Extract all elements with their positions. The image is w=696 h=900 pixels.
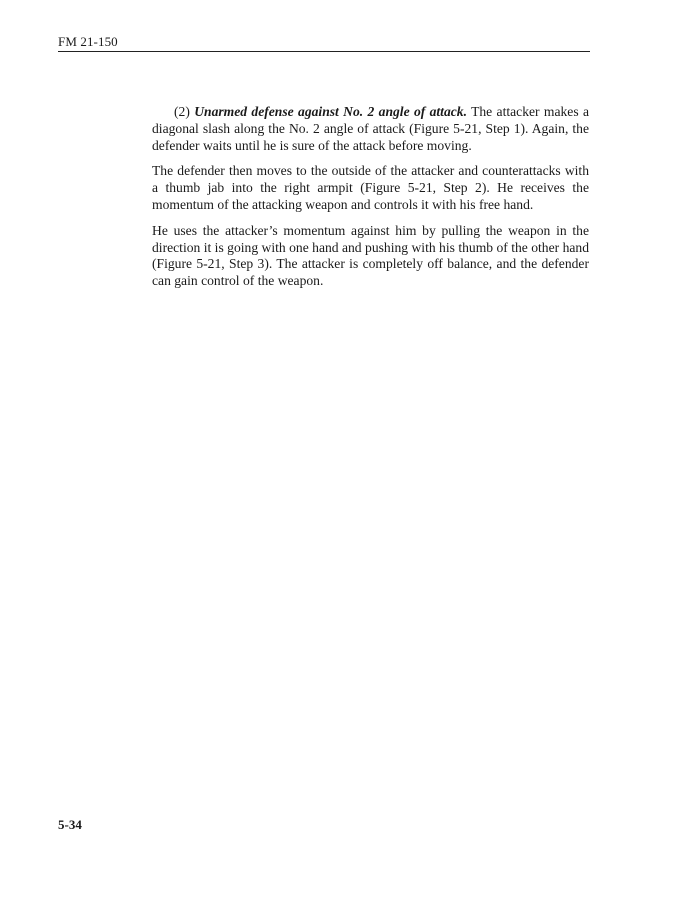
paragraph-heading: Unarmed defense against No. 2 angle of attack.: [194, 104, 467, 119]
paragraph-1-text: The attacker makes a diagonal slash along the No. 2 angle of attack (Figure 5-21, Step 1). Again, the defender waits until he is sure of the attack before moving.: [152, 104, 589, 153]
paragraph-3: He uses the attacker’s momentum against him by pulling the weapon in the direction it is going with one hand and pushing with his thumb of the other hand (Figure 5-21, Step 3). The attacker is completely off balance, and the defender can gain control of the weapon.: [152, 222, 589, 289]
body-text: [152, 104, 589, 299]
paragraph-number: (2): [174, 104, 195, 119]
page-number: 5-34: [58, 817, 82, 832]
running-header: [58, 33, 590, 52]
paragraph-2: The defender then moves to the outside of the attacker and counterattacks with a thumb jab into the right armpit (Figure 5-21, Step 2). He receives the momentum of the attacking weapon and controls it with his free hand.: [152, 163, 589, 212]
paragraph-1: [152, 104, 589, 154]
document-code: FM 21-150: [58, 34, 118, 49]
